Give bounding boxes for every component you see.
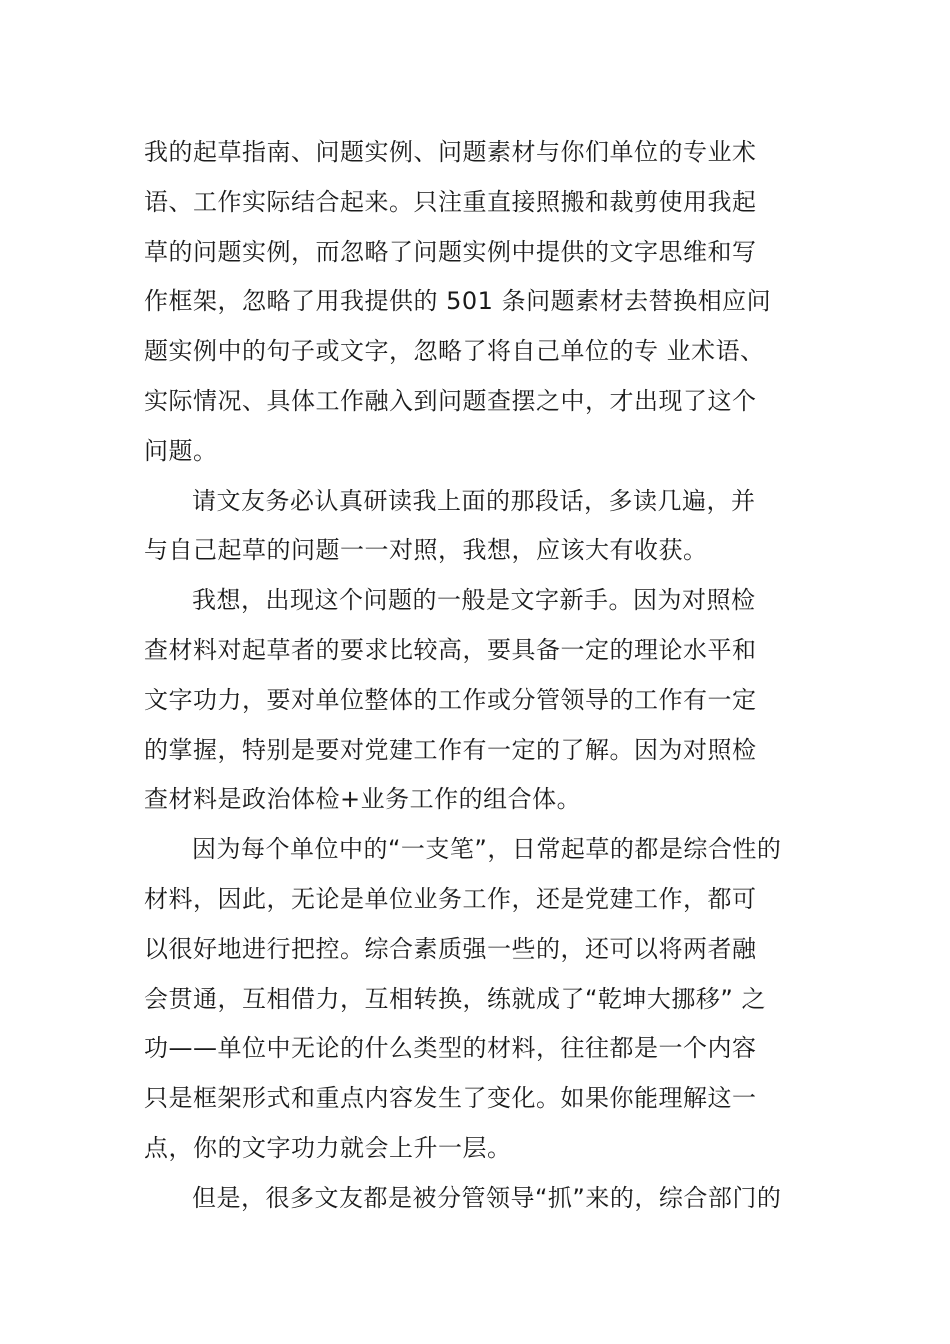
text-line: 文字功力，要对单位整体的工作或分管领导的工作有一定 (144, 685, 757, 714)
paragraph-first-line: 因为每个单位中的“一支笔”，日常起草的都是综合性的 (192, 835, 782, 864)
paragraph-first-line: 我想，出现这个问题的一般是文字新手。因为对照检 (192, 586, 756, 615)
text-line: 功——单位中无论的什么类型的材料，往往都是一个内容 (144, 1034, 757, 1063)
document-body (144, 128, 814, 1224)
text-line: 查材料是政治体检+业务工作的组合体。 (144, 785, 582, 814)
text-line: 语、工作实际结合起来。只注重直接照搬和裁剪使用我起 (144, 187, 757, 216)
text-line: 与自己起草的问题一一对照，我想，应该大有收获。 (144, 536, 708, 565)
text-line: 查材料对起草者的要求比较高，要具备一定的理论水平和 (144, 635, 757, 664)
text-line: 问题。 (144, 436, 218, 465)
text-line: 会贯通，互相借力，互相转换，练就成了“乾坤大挪移” 之 (144, 984, 766, 1013)
paragraph-first-line: 请文友务必认真研读我上面的那段话，多读几遍，并 (192, 486, 756, 515)
text-line: 点，你的文字功力就会上升一层。 (144, 1133, 512, 1162)
text-line: 实际情况、具体工作融入到问题查摆之中，才出现了这个 (144, 386, 757, 415)
text-line: 作框架，忽略了用我提供的 501 条问题素材去替换相应问 (144, 287, 772, 316)
text-line: 草的问题实例，而忽略了问题实例中提供的文字思维和写 (144, 237, 757, 266)
text-line: 我的起草指南、问题实例、问题素材与你们单位的专业术 (144, 138, 757, 166)
paragraph-first-line: 但是，很多文友都是被分管领导“抓”来的，综合部门的 (192, 1183, 782, 1212)
text-line: 的掌握，特别是要对党建工作有一定的了解。因为对照检 (144, 735, 757, 764)
text-line: 以很好地进行把控。综合素质强一些的，还可以将两者融 (144, 934, 757, 963)
text-line: 题实例中的句子或文字，忽略了将自己单位的专 业术语、 (144, 337, 765, 366)
text-line: 只是框架形式和重点内容发生了变化。如果你能理解这一 (144, 1084, 757, 1113)
text-line: 材料，因此，无论是单位业务工作，还是党建工作，都可 (144, 884, 757, 913)
